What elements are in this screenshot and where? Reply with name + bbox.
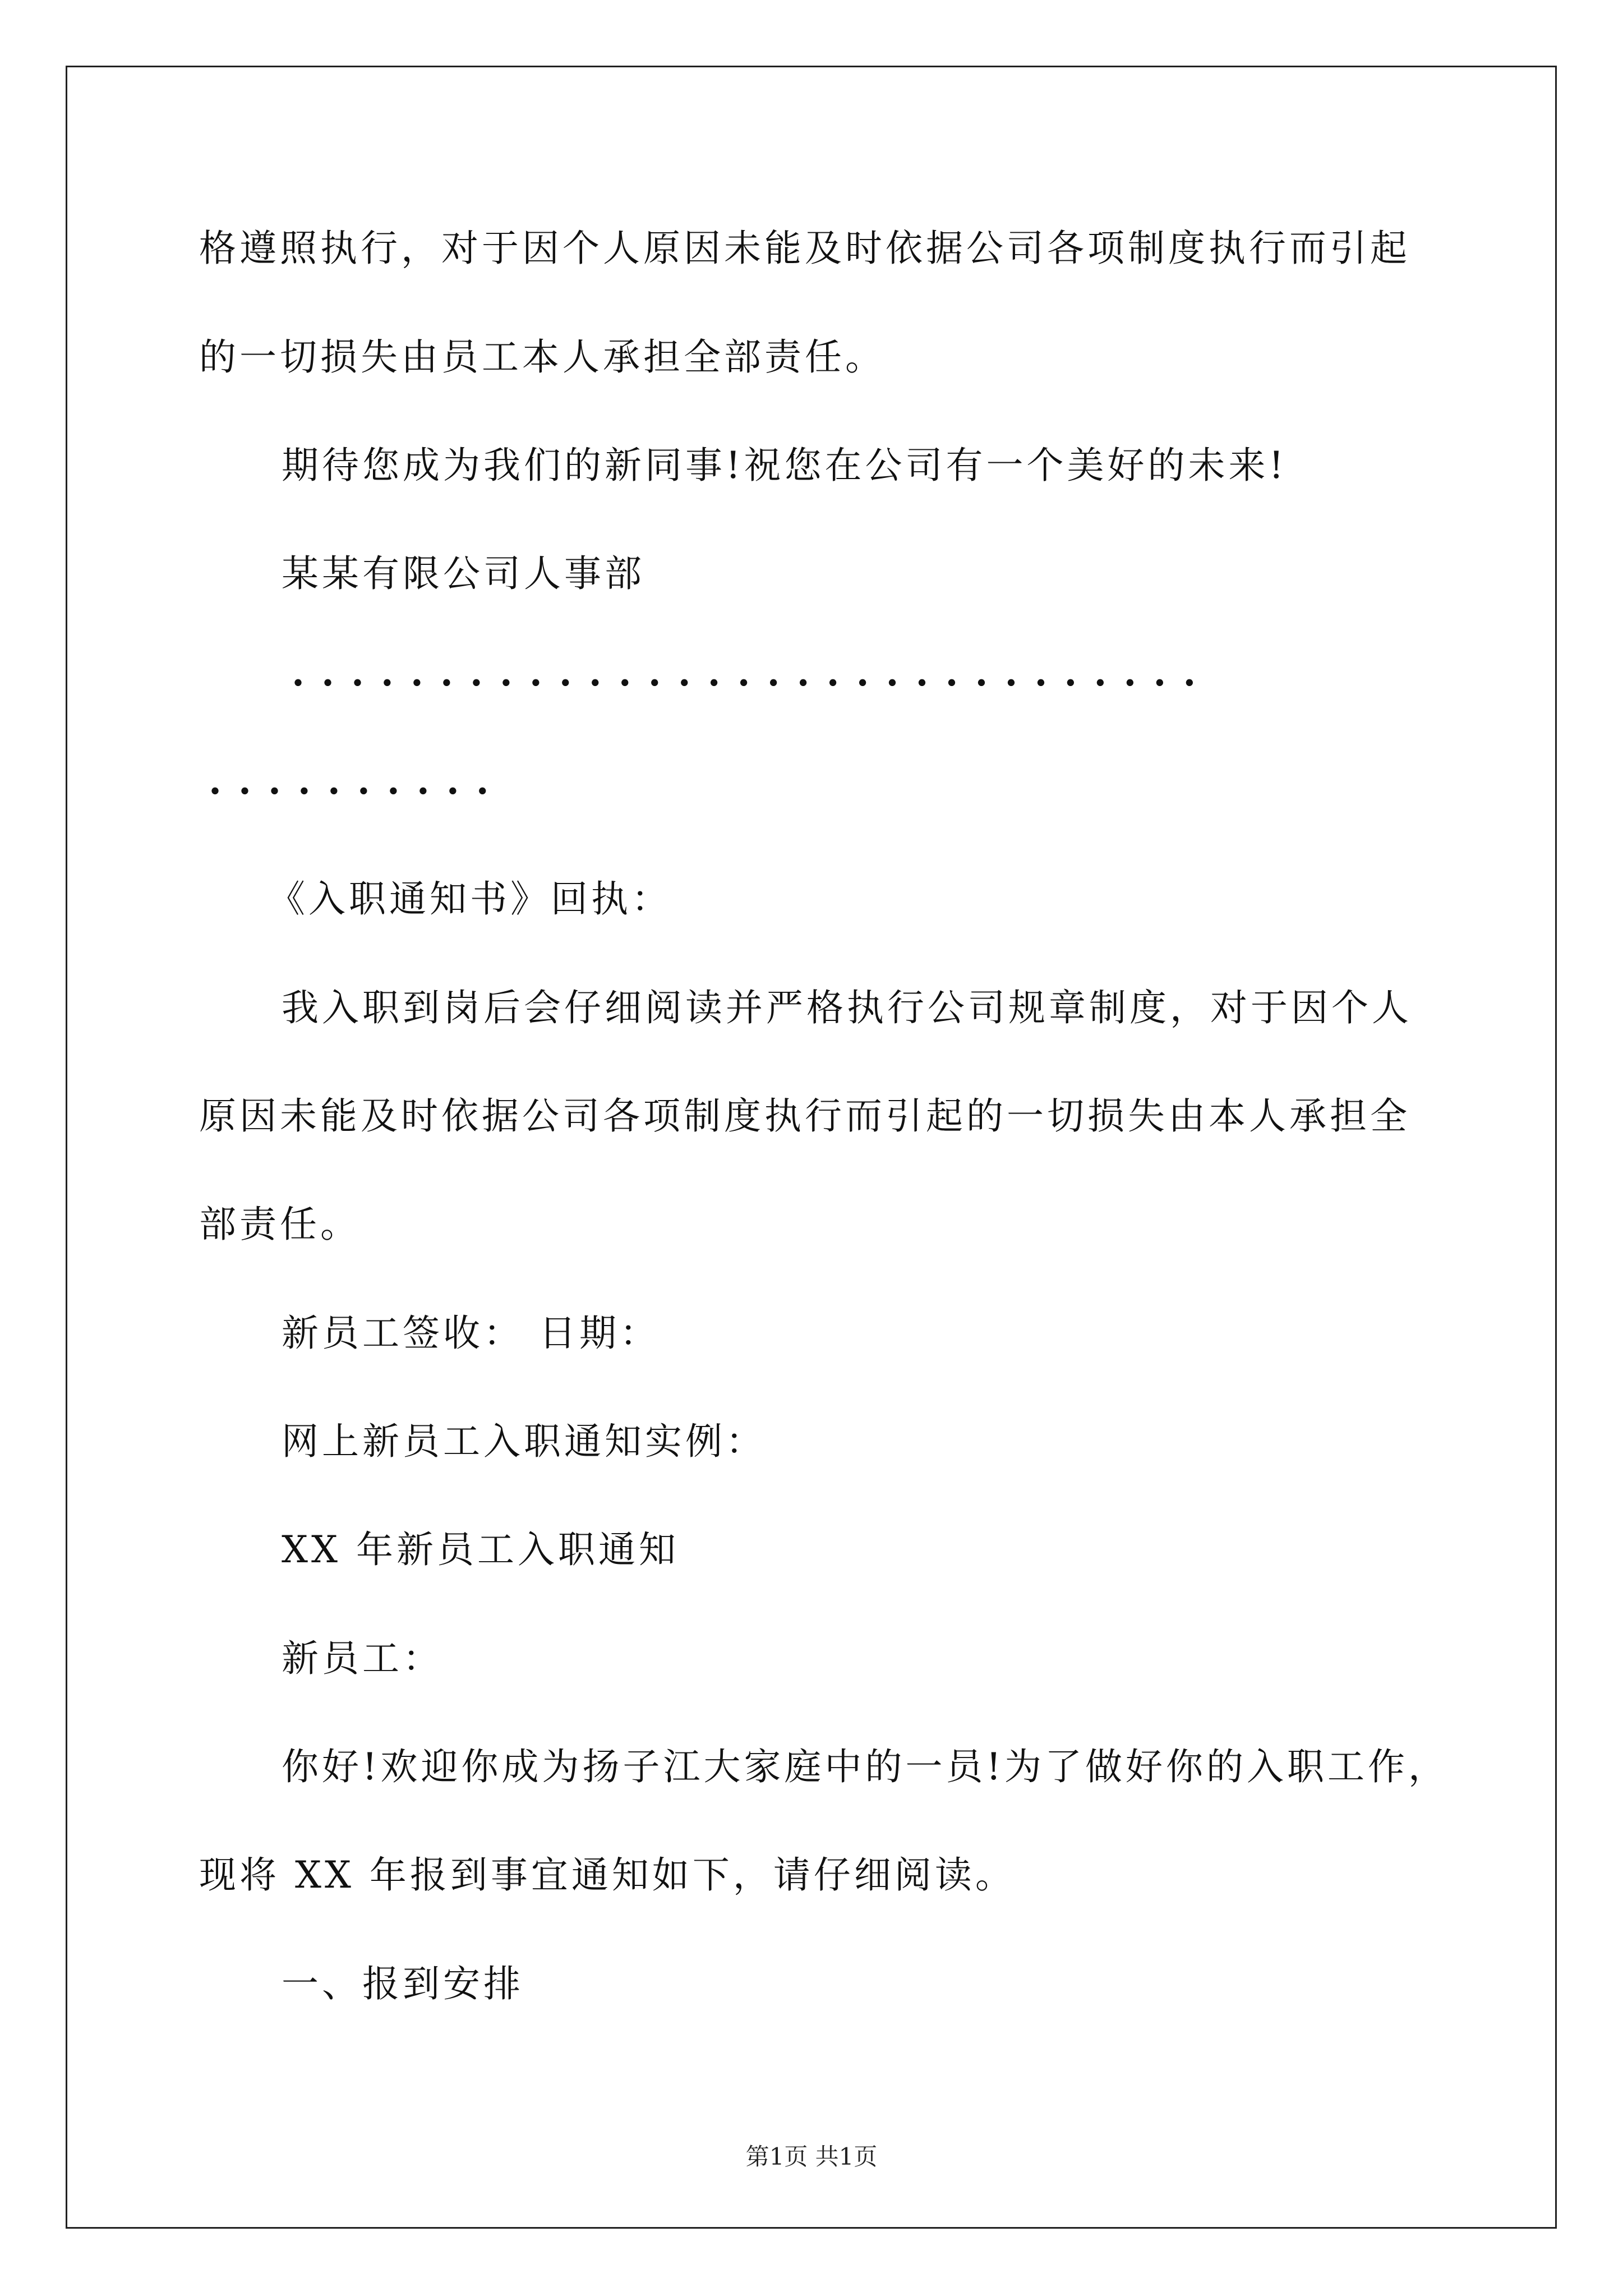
receipt-heading: 《入职通知书》回执：: [268, 877, 672, 921]
paragraph-line-5: 原因未能及时依据公司各项制度执行而引起的一切损失由本人承担全: [199, 1094, 1410, 1138]
section-heading: 一、报到安排: [282, 1962, 524, 2005]
paragraph-line-7: 你好!欢迎你成为扬子江大家庭中的一员!为了做好你的入职工作，: [282, 1745, 1449, 1788]
page-footer: 第1页 共1页: [745, 2143, 878, 2170]
sign-date-line: 新员工签收： 日期：: [282, 1312, 660, 1355]
salutation: 新员工：: [282, 1637, 443, 1680]
dotted-separator-2: ··········: [209, 769, 506, 813]
paragraph-line-2: 的一切损失由员工本人承担全部责任。: [199, 335, 886, 379]
paragraph-line-3: 期待您成为我们的新同事!祝您在公司有一个美好的未来!: [282, 444, 1288, 487]
notice-title: XX 年新员工入职通知: [282, 1528, 679, 1571]
example-heading: 网上新员工入职通知实例：: [282, 1420, 766, 1463]
dotted-separator-1: ·······························: [292, 661, 1213, 705]
paragraph-line-6: 部责任。: [199, 1203, 361, 1246]
signature-department: 某某有限公司人事部: [282, 552, 645, 595]
page-border: [66, 66, 1557, 2229]
paragraph-line-8: 现将 XX 年报到事宜通知如下，请仔细阅读。: [199, 1853, 1016, 1897]
paragraph-line-1: 格遵照执行，对于因个人原因未能及时依据公司各项制度执行而引起: [199, 227, 1410, 270]
paragraph-line-4: 我入职到岗后会仔细阅读并严格执行公司规章制度，对于因个人: [282, 986, 1412, 1029]
